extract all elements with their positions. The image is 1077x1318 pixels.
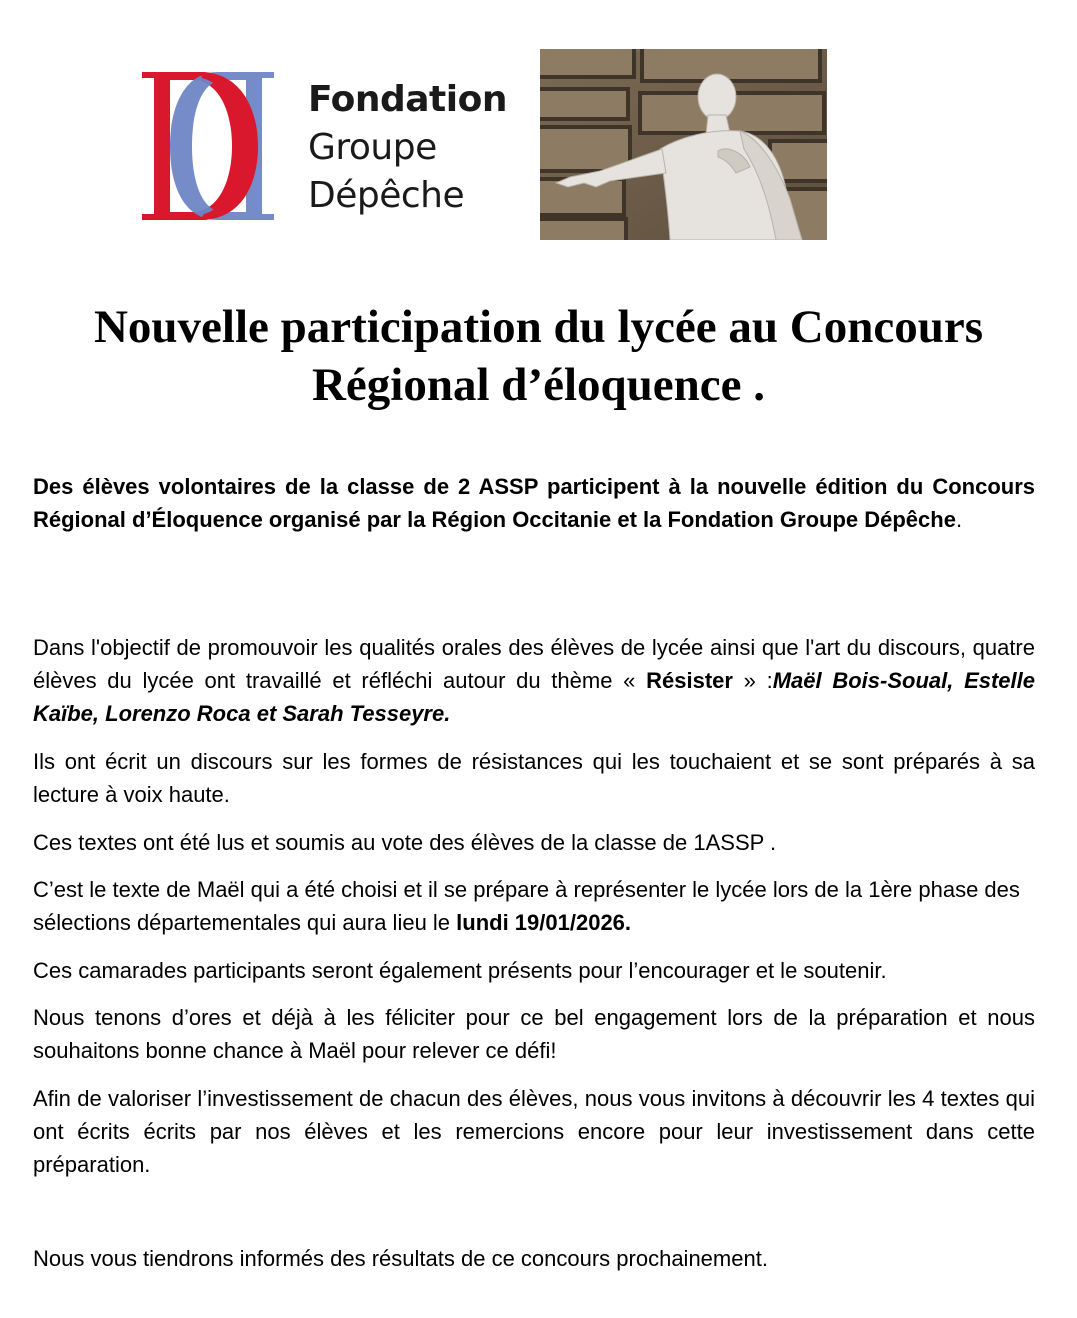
fondation-logo [140,68,507,228]
felicitations-paragraph: Nous tenons d’ores et déjà à les féliciter pour ce bel engagement lors de la préparation et nous souhaitons bonne chance à Maël pour relever ce défi! [33,1005,1035,1063]
quote-open: « [623,668,647,693]
page-title [40,298,1037,414]
statue-image-icon [540,49,827,240]
theme-label: Résister [646,668,733,693]
intro-text: Des élèves volontaires de la classe de 2 ASSP participent à la nouvelle édition du Concours Régional d’Éloquence organisé par la Région Occitanie et la Fondation Groupe Dépêche [33,474,1035,532]
statue-photo [540,49,827,240]
valoriser-paragraph: Afin de valoriser l’investissement de chacun des élèves, nous vous invitons à découvrir les 4 textes qui ont écrits écrits par nos élèves et les remercions encore pour leur investissement dans cette préparation. [33,1086,1035,1177]
selection-date: lundi 19/01/2026. [456,910,632,935]
intro-paragraph [33,470,1035,536]
dd-monogram-icon [140,68,276,224]
title-line-1: Nouvelle participation du lycée au Concours [93,301,984,353]
vote-paragraph: Ces textes ont été lus et soumis au vote des élèves de la classe de 1ASSP . [33,830,777,855]
logo-wordmark [308,76,507,220]
intro-end: . [955,507,963,532]
student-names: Maël Bois-Soual, Estelle Kaïbe, Lorenzo Roca et Sarah Tesseyre. [33,668,1036,726]
camarades-paragraph: Ces camarades participants seront également présents pour l’encourager et le soutenir. [33,958,887,983]
choix-text: C’est le texte de Maël qui a été choisi et il se prépare à représenter le lycée lors de la 1ère phase des sélections départementales qui aura lieu le [33,877,1020,935]
discours-paragraph: Ils ont écrit un discours sur les formes de résistances qui les touchaient et se sont préparés à sa lecture à voix haute. [33,749,1035,807]
objectif-text: Dans l'objectif de promouvoir les qualités orales des élèves de lycée ainsi que l'art du discours, quatre élèves du lycée ont travaillé et réfléchi autour du thème [33,635,1035,693]
title-line-2: Régional d’éloquence . [311,359,766,411]
objectif-paragraph [33,631,1035,730]
choix-paragraph [33,873,1035,939]
logo-line-fondation: Fondation [308,79,507,120]
logo-line-depeche: Dépêche [308,175,465,216]
quote-close: » : [732,668,773,693]
logo-line-groupe: Groupe [308,127,437,168]
resultats-paragraph: Nous vous tiendrons informés des résultats de ce concours prochainement. [33,1246,768,1271]
